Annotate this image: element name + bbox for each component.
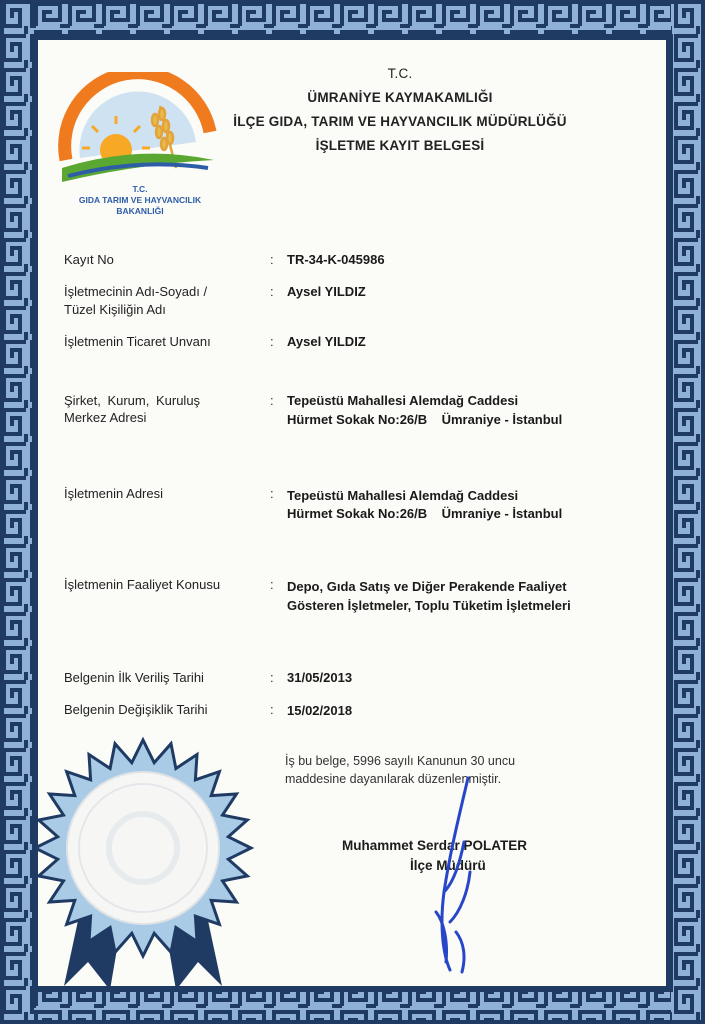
header-kaymakamlik: ÜMRANİYE KAYMAKAMLIĞI [307,90,493,105]
colon: : [270,252,274,267]
value-degisiklik-tarihi: 15/02/2018 [287,703,353,718]
value-faaliyet-line1: Depo, Gıda Satış ve Diğer Perakende Faaliyet [287,579,567,594]
label-kayit-no: Kayıt No [64,252,114,267]
legal-statement-line1: İş bu belge, 5996 sayılı Kanunun 30 uncu [285,754,516,768]
colon: : [270,670,274,685]
ministry-logo [58,72,218,192]
logo-caption [60,184,220,217]
value-isletme-adresi-line2: Hürmet Sokak No:26/B Ümraniye - İstanbul [287,506,563,521]
label-merkez-adresi-line1: Şirket, Kurum, Kuruluş [64,393,201,408]
colon: : [270,393,274,408]
document-title: İŞLETME KAYIT BELGESİ [315,138,485,153]
label-merkez-adresi-line2: Merkez Adresi [64,410,147,425]
label-ticaret-unvani: İşletmenin Ticaret Unvanı [64,334,211,349]
logo-line-ministry: GIDA TARIM VE HAYVANCILIK [78,195,202,205]
value-merkez-adresi-line1: Tepeüstü Mahallesi Alemdağ Caddesi [287,393,519,408]
colon: : [270,284,274,299]
value-kayit-no: TR-34-K-045986 [287,252,385,267]
legal-statement-line2: maddesine dayanılarak düzenlenmiştir. [285,772,502,786]
logo-line-bakanligi: BAKANLIĞI [116,206,164,216]
label-faaliyet-konusu: İşletmenin Faaliyet Konusu [64,577,221,592]
header-mudurluk: İLÇE GIDA, TARIM VE HAYVANCILIK MÜDÜRLÜĞÜ [233,114,567,129]
signer-name: Muhammet Serdar POLATER [342,838,528,853]
label-isletmeci-line1: İşletmecinin Adı-Soyadı / [64,284,208,299]
logo-line-tc: T.C. [132,184,148,194]
value-faaliyet-line2: Gösteren İşletmeler, Toplu Tüketim İşletmeleri [287,598,571,613]
value-ticaret-unvani: Aysel YILDIZ [287,334,366,349]
value-isletmeci: Aysel YILDIZ [287,284,366,299]
handwritten-signature [420,772,490,982]
official-seal-rosette [18,724,268,996]
signer-title: İlçe Müdürü [410,858,486,873]
value-isletme-adresi-line1: Tepeüstü Mahallesi Alemdağ Caddesi [287,488,519,503]
header-tc: T.C. [387,66,413,81]
colon: : [270,702,274,717]
value-ilk-verilis-tarihi: 31/05/2013 [287,670,353,685]
value-merkez-adresi-line2: Hürmet Sokak No:26/B Ümraniye - İstanbul [287,412,563,427]
colon: : [270,577,274,592]
colon: : [270,334,274,349]
label-degisiklik-tarihi: Belgenin Değişiklik Tarihi [64,702,208,717]
label-ilk-verilis-tarihi: Belgenin İlk Veriliş Tarihi [64,670,204,685]
label-isletme-adresi: İşletmenin Adresi [64,486,163,501]
label-isletmeci-line2: Tüzel Kişiliğin Adı [64,302,166,317]
colon: : [270,486,274,501]
